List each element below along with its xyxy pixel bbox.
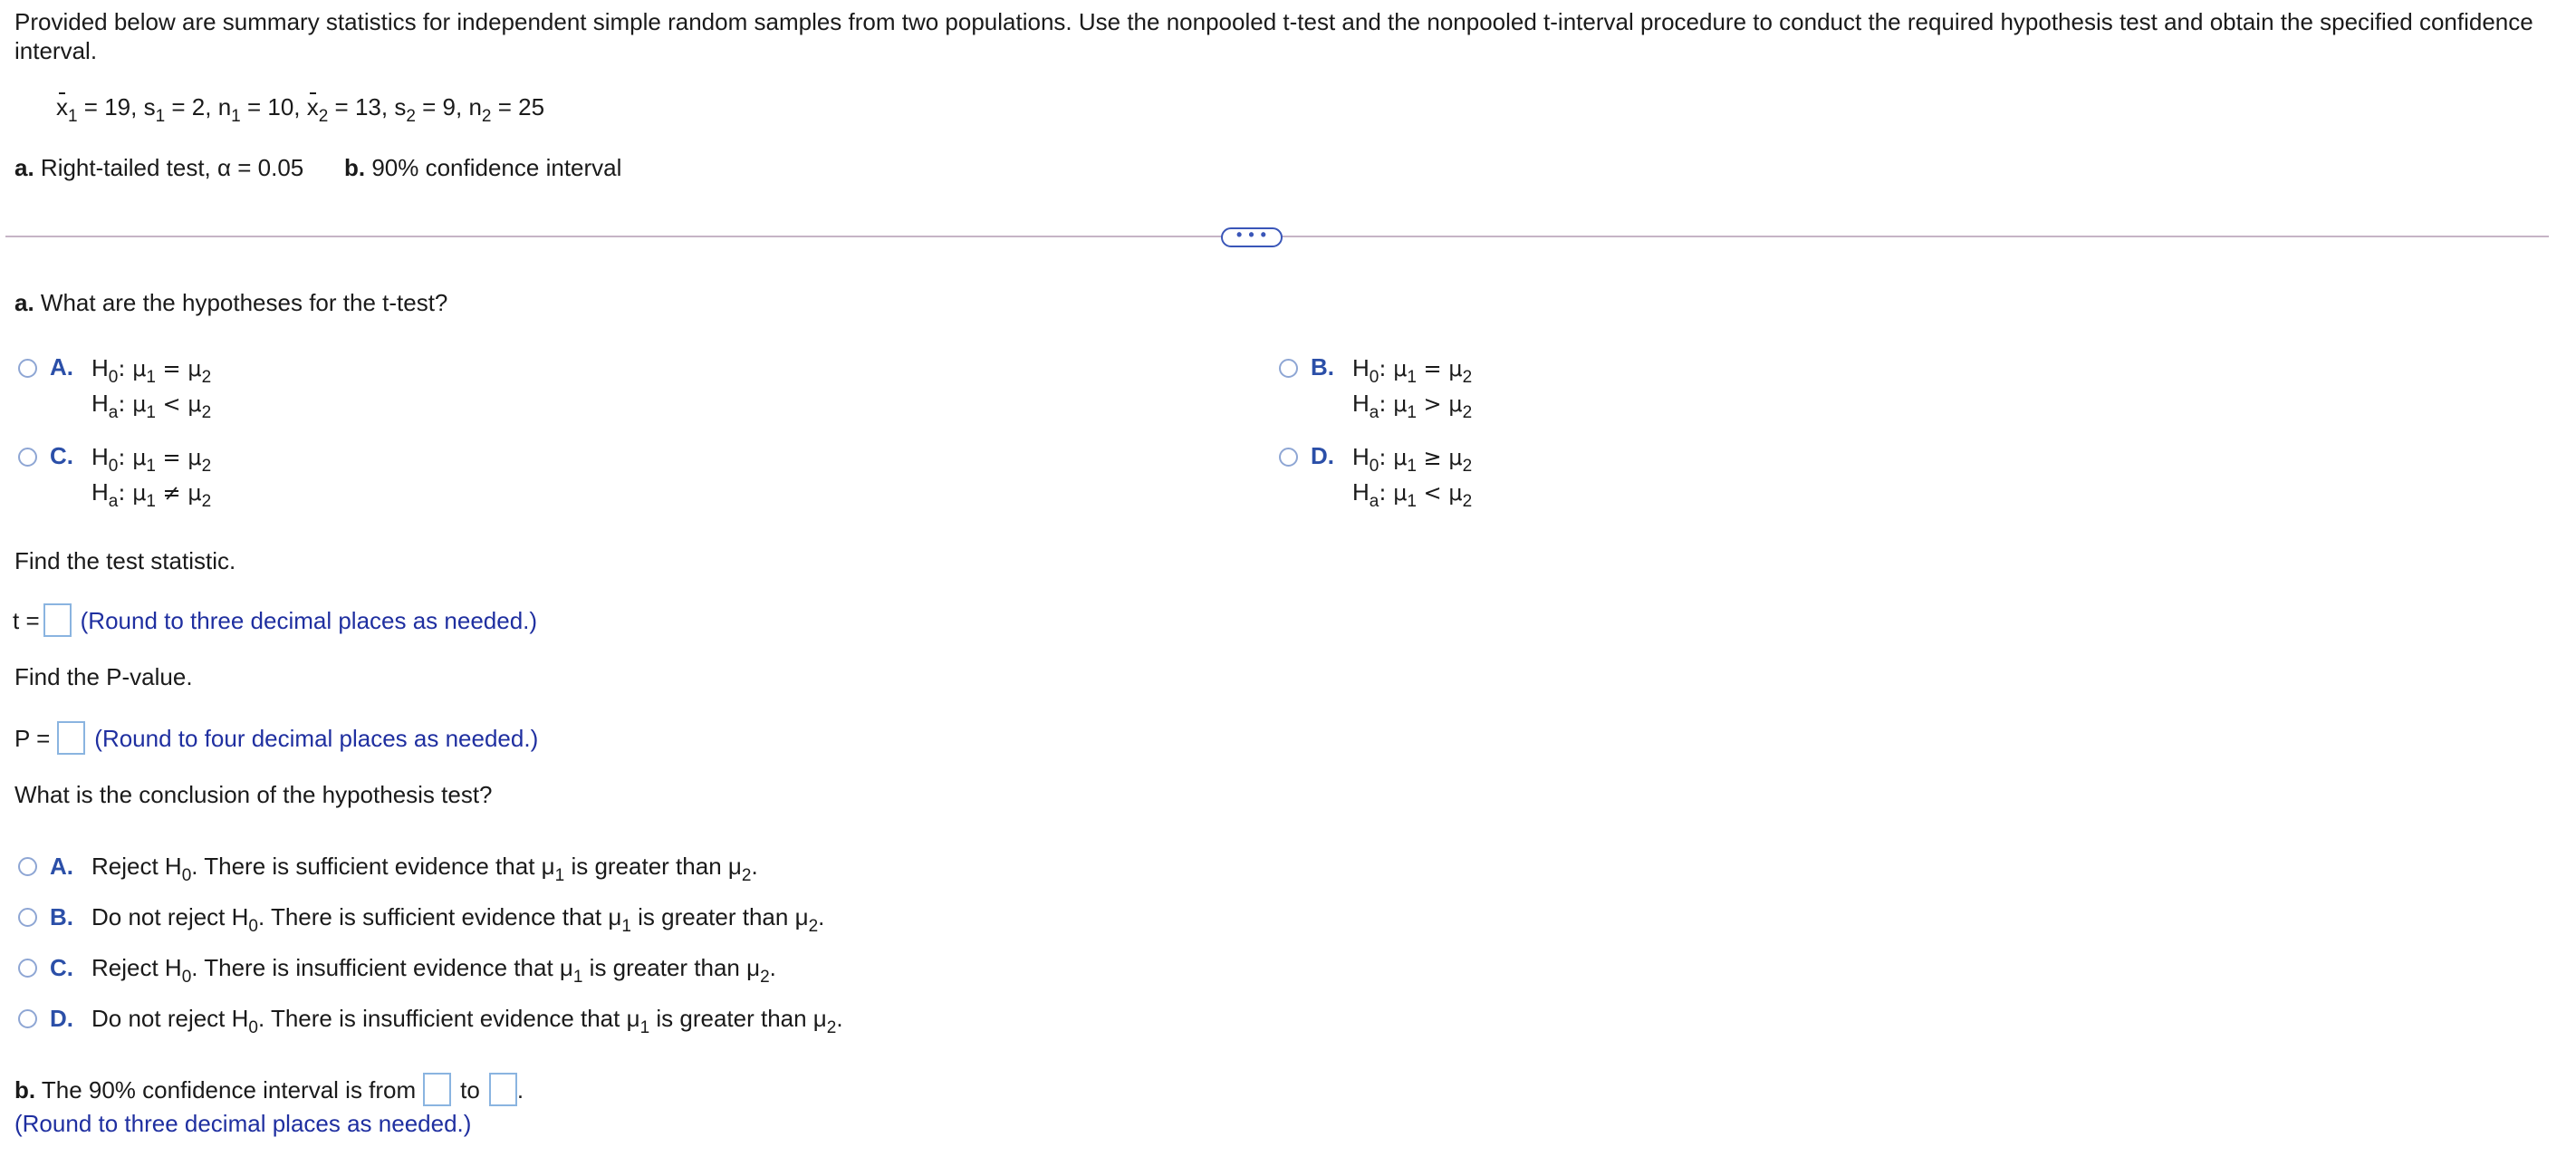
ha-mu2-sub: 2 [201,403,212,422]
n1-subscript: 1 [231,107,241,126]
problem-intro: Provided below are summary statistics for independent simple random samples from two populations. Use the nonpooled t-test and the nonpooled t-interval procedure to conduct the required hypothesis test and obtain the specified confidence interval. [14,8,2533,64]
test-stat-hint: (Round to three decimal places as needed.) [80,606,538,634]
option-text-part: Do not reject H [91,1005,249,1032]
option-subscript: 1 [621,917,631,936]
option-text-part: . [769,954,776,981]
ha-mu2-sub: 2 [1462,403,1473,422]
option-subscript: 0 [248,917,258,936]
ha-mu1-sub: 1 [1407,403,1417,422]
ha-symbol: H [91,478,109,506]
h0-mu1-sub: 1 [1407,368,1417,387]
h0-symbol: H [1352,443,1370,470]
h0-mu1: : μ [118,356,147,381]
ha-relation: < μ [1416,480,1463,506]
option-text [91,902,825,936]
ha-mu1-sub: 1 [1407,492,1417,511]
option-subscript: 2 [826,1018,837,1037]
x2-symbol: x [306,93,319,120]
option-letter: A. [50,853,73,880]
option-text [91,852,758,885]
n2-symbol: n [468,93,482,120]
option-letter: A. [50,353,73,381]
ci-label: b. [14,1075,36,1104]
option-subscript: 0 [181,968,192,987]
option-text-part: Reject H [91,954,182,981]
h0-mu1: : μ [118,445,147,470]
s1-symbol: s [143,93,156,120]
h0-subscript: 0 [108,368,119,387]
option-text [91,953,776,987]
s2-symbol: s [394,93,407,120]
option-subscript: 1 [572,968,583,987]
hypothesis-pair [91,442,211,513]
n1-symbol: n [217,93,232,120]
h0-symbol: H [91,443,109,470]
part-a-text: Right-tailed test, α = 0.05 [34,154,304,181]
h0-mu2-sub: 2 [201,368,212,387]
ha-mu1: : μ [1379,391,1408,417]
ha-symbol: H [1352,390,1370,417]
option-text-part: is greater than μ [630,903,809,930]
part-a-label: a. [14,154,34,181]
h0-mu2-sub: 2 [201,457,212,476]
option-text-part: . [818,903,825,930]
pvalue-row [14,721,538,755]
conclusion-option-b[interactable] [18,902,825,936]
h0-mu2-sub: 2 [1462,457,1473,476]
ha-subscript: a [108,492,119,511]
ha-mu1-sub: 1 [146,492,156,511]
option-text-part: . There is insufficient evidence that μ [191,954,573,981]
hypotheses-question [14,288,447,317]
conclusion-option-d[interactable] [18,1004,843,1037]
radio-button[interactable] [18,959,37,978]
hypothesis-pair [1352,353,1472,424]
h0-mu2-sub: 2 [1462,368,1473,387]
ha-symbol: H [1352,478,1370,506]
option-subscript: 1 [639,1018,650,1037]
ha-relation: ≠ μ [155,480,202,506]
h0-symbol: H [1352,354,1370,381]
ha-mu1: : μ [1379,480,1408,506]
pvalue-prompt: Find the P-value. [14,663,193,690]
hypothesis-pair [91,353,211,424]
h0-mu1-sub: 1 [1407,457,1417,476]
s1-subscript: 1 [155,107,166,126]
ci-row [14,1073,524,1106]
option-letter: D. [1311,442,1334,469]
n2-value: = 25 [491,93,545,120]
s2-value: = 9, [415,93,469,120]
ha-subscript: a [1369,492,1379,511]
s1-value: = 2, [165,93,218,120]
option-text-part: . There is insufficient evidence that μ [257,1005,640,1032]
ci-to-text: to [460,1075,480,1104]
part-b-label: b. [344,154,366,181]
ci-lower-input[interactable] [423,1073,451,1106]
h0-relation: = μ [1416,356,1463,381]
summary-statistics [56,92,545,126]
x1-symbol: x [56,93,68,120]
hyp-option-d[interactable] [1279,442,1472,513]
ha-symbol: H [91,390,109,417]
n2-subscript: 2 [481,107,492,126]
part-b-text: 90% confidence interval [365,154,622,181]
test-stat-input[interactable] [43,603,72,637]
option-subscript: 2 [808,917,819,936]
test-stat-row [13,603,537,637]
radio-button[interactable] [18,448,37,467]
ha-mu1: : μ [118,391,147,417]
option-letter: B. [50,903,73,930]
h0-mu1-sub: 1 [146,368,156,387]
conclusion-prompt: What is the conclusion of the hypothesis test? [14,781,493,808]
h0-subscript: 0 [108,457,119,476]
hypotheses-question-label: a. [14,289,34,316]
ha-relation: < μ [155,391,202,417]
option-text-part: is greater than μ [564,853,742,880]
more-options-button[interactable]: • • • [1221,227,1283,247]
h0-symbol: H [91,354,109,381]
radio-button[interactable] [18,1009,37,1028]
test-stat-label: t = [13,606,40,634]
hyp-option-c[interactable] [18,442,211,513]
option-letter: C. [50,954,73,981]
x2-value: = 13, [328,93,395,120]
ci-text: The 90% confidence interval is from [35,1075,417,1104]
option-letter: B. [1311,353,1334,381]
pvalue-input[interactable] [57,721,85,755]
ha-subscript: a [108,403,119,422]
option-subscript: 1 [554,866,565,885]
option-text-part: Reject H [91,853,182,880]
radio-button[interactable] [18,359,37,378]
option-text-part: is greater than μ [582,954,761,981]
radio-button[interactable] [1279,448,1298,467]
option-text-part: . [751,853,758,880]
pvalue-label: P = [14,724,51,752]
x1-value: = 19, [77,93,144,120]
option-subscript: 0 [181,866,192,885]
option-text-part: Do not reject H [91,903,249,930]
hyp-option-a[interactable] [18,353,211,424]
ci-period: . [516,1075,524,1104]
part-a-spec [14,153,303,182]
option-text-part: is greater than μ [649,1005,827,1032]
pvalue-hint: (Round to four decimal places as needed.) [94,724,539,752]
h0-mu1: : μ [1379,356,1408,381]
ha-relation: > μ [1416,391,1463,417]
option-text [91,1004,843,1037]
option-subscript: 2 [741,866,752,885]
hypothesis-pair [1352,442,1472,513]
h0-relation: = μ [155,356,202,381]
conclusion-option-c[interactable] [18,953,776,987]
s2-subscript: 2 [406,107,416,126]
hypotheses-question-text: What are the hypotheses for the t-test? [34,289,448,316]
ha-subscript: a [1369,403,1379,422]
option-subscript: 2 [760,968,770,987]
x1-subscript: 1 [68,107,78,126]
h0-relation: = μ [155,445,202,470]
conclusion-option-a[interactable] [18,852,758,885]
h0-subscript: 0 [1369,368,1379,387]
ci-hint: (Round to three decimal places as needed.) [14,1110,472,1137]
test-stat-prompt: Find the test statistic. [14,547,236,574]
ha-mu1-sub: 1 [146,403,156,422]
option-text-part: . [836,1005,843,1032]
ci-upper-input[interactable] [489,1073,517,1106]
x2-subscript: 2 [318,107,329,126]
ha-mu2-sub: 2 [1462,492,1473,511]
part-b-spec [344,153,621,182]
option-letter: D. [50,1005,73,1032]
radio-button[interactable] [18,908,37,927]
radio-button[interactable] [18,857,37,876]
hyp-option-b[interactable] [1279,353,1472,424]
h0-relation: ≥ μ [1416,445,1463,470]
option-text-part: . There is sufficient evidence that μ [191,853,555,880]
radio-button[interactable] [1279,359,1298,378]
h0-mu1: : μ [1379,445,1408,470]
ha-mu1: : μ [118,480,147,506]
n1-value: = 10, [240,93,307,120]
h0-mu1-sub: 1 [146,457,156,476]
ha-mu2-sub: 2 [201,492,212,511]
option-text-part: . There is sufficient evidence that μ [257,903,622,930]
option-subscript: 0 [248,1018,258,1037]
h0-subscript: 0 [1369,457,1379,476]
option-letter: C. [50,442,73,469]
